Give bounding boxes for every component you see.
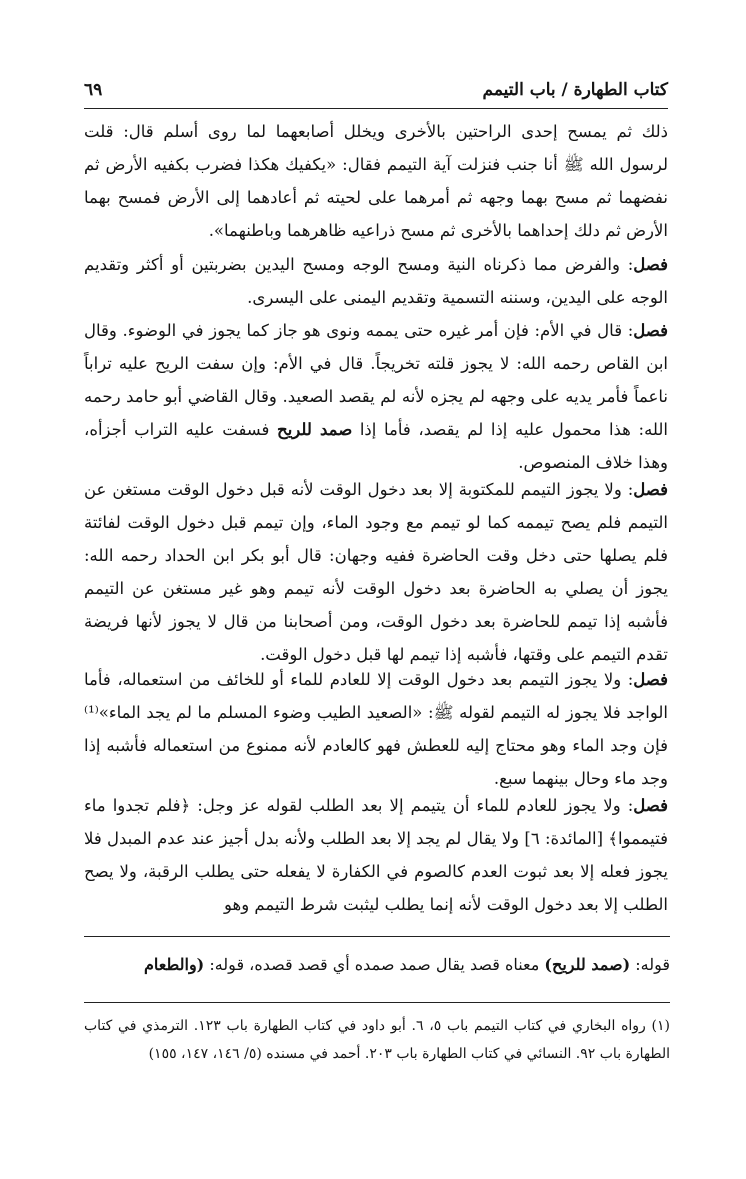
paragraph-text: : قال في الأم: فإن أمر غيره حتى يممه ونوى هو جاز كما يجوز في الوضوء. وقال ابن القاص رحمه الله: لا يجوز قلته تخريجاً. قال في الأم: وإن سفت الريح عليه تراباً ناعماً فأمر يديه على وجهه لم يجزه لأنه لم يقصد الصعيد. وقال القاضي أبو حامد رحمه الله: هذا محمول عليه إذا لم يقصد، فأما إذا [84, 321, 668, 439]
footnote-rule [84, 1002, 670, 1003]
section-lead: فصل [633, 321, 668, 340]
section-lead: فصل [633, 796, 668, 815]
paragraph-text: : ولا يجوز للعادم للماء أن يتيمم إلا بعد الطلب لقوله عز وجل: ﴿فلم تجدوا ماء فتيمموا﴾ [المائدة: ٦] ولا يقال لم يجد إلا بعد الطلب ولأنه بدل أجيز عند عدم المبدل فلا يجوز فعله إلا بعد ثبوت العدم كالصوم في الكفارة لا يفعله حتى يطلب الرقبة، ولا يصح الطلب إلا بعد دخول الوقت لأنه إنما يطلب ليثبت شرط التيمم وهو [84, 796, 668, 914]
gloss-term: (صمد للريح) [544, 955, 631, 974]
gloss-note [84, 950, 670, 980]
header-title: كتاب الطهارة / باب التيمم [482, 80, 668, 100]
paragraph-2 [84, 248, 668, 314]
paragraph-text-cont: فسفت عليه التراب أجزأه، وهذا خلاف المنصوص. [84, 420, 668, 472]
gloss-next-term: (والطعام [144, 955, 205, 974]
paragraph-5 [84, 663, 668, 795]
gloss-prefix: قوله: [630, 955, 670, 974]
footnote-marker: (١) [651, 1018, 671, 1034]
paragraph-text: : ولا يجوز التيمم للمكتوبة إلا بعد دخول الوقت لأنه قبل دخول الوقت مستغن عن التيمم فلم يصح تيممه كما لو تيمم مع وجود الماء، وإن تيمم قبل دخول الوقت لفائتة فلم يصلها حتى دخل وقت الحاضرة ففيه وجهان: قال أبو بكر ابن الحداد رحمه الله: يجوز أن يصلي به الحاضرة بعد دخول الوقت لأنه تيمم وهو غير مستغن عن التيمم فأشبه إذا تيمم للحاضرة بعد دخول الوقت، ومن أصحابنا من قال لا يجوز لأنها فريضة تقدم التيمم على وقتها، فأشبه إذا تيمم لها قبل دخول الوقت. [84, 480, 668, 664]
paragraph-4 [84, 473, 668, 671]
footnote-text: رواه البخاري في كتاب التيمم باب ٥، ٦. أبو داود في كتاب الطهارة باب ١٢٣. الترمذي في كتاب الطهارة باب ٩٢. النسائي في كتاب الطهارة باب ٢٠٣. أحمد في مسنده (٥/ ١٤٦، ١٤٧، ١٥٥) [84, 1018, 670, 1062]
running-header [84, 80, 668, 106]
paragraph-3 [84, 314, 668, 479]
paragraph-6 [84, 789, 668, 921]
paragraph-text: ذلك ثم يمسح إحدى الراحتين بالأخرى ويخلل أصابعهما لما روى أسلم قال: قلت لرسول الله ﷺ أنا جنب فنزلت آية التيمم فقال: «يكفيك هكذا فضرب بكفيه الأرض ثم نفضهما ثم مسح بهما وجهه ثم أمرهما على لحيته ثم أعادهما إلى الأرض فمسح بهما الأرض ثم دلك إحداهما بالأخرى ثم مسح ذراعيه ظاهرهما وباطنهما». [84, 122, 668, 240]
footnote [84, 1012, 670, 1068]
header-rule [84, 108, 668, 109]
paragraph-text: : ولا يجوز التيمم بعد دخول الوقت إلا للعادم للماء أو للخائف من استعماله، فأما الواجد فلا يجوز له التيمم لقوله ﷺ: «الصعيد الطيب وضوء المسلم ما لم يجد الماء»⁽¹⁾ فإن وجد الماء وهو محتاج إليه للعطش فهو كالعادم لأنه ممنوع من استعماله فأشبه إذا وجد ماء وحال بينهما سبع. [84, 670, 668, 788]
section-lead: فصل [633, 670, 668, 689]
gloss-text: معناه قصد يقال صمد صمده أي قصد قصده، قوله: [204, 955, 545, 974]
paragraph-1 [84, 115, 668, 247]
section-lead: فصل [633, 480, 668, 499]
page-number: ٦٩ [84, 80, 103, 100]
paragraph-text: : والفرض مما ذكرناه النية ومسح الوجه ومسح اليدين بضربتين أو أكثر وتقديم الوجه على اليدين، وسننه التسمية وتقديم اليمنى على اليسرى. [84, 255, 668, 307]
gloss-rule [84, 936, 670, 937]
section-lead: فصل [633, 255, 668, 274]
bold-phrase: صمد للريح [277, 420, 353, 439]
